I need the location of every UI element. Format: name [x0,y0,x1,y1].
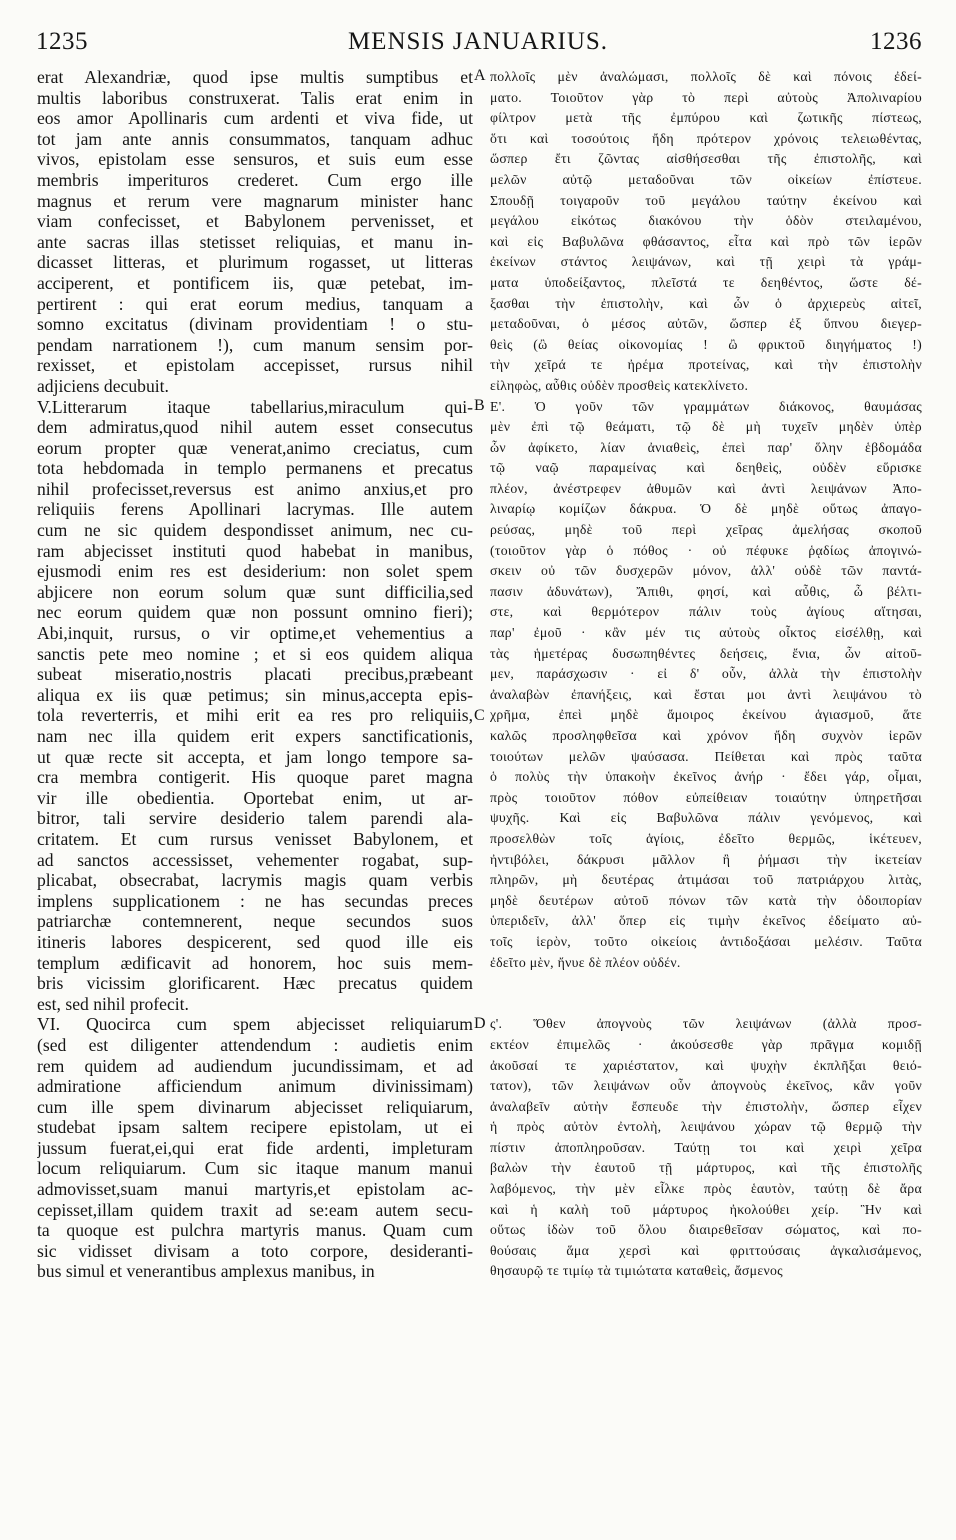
latin-text-line: adjiciens decubuit. [37,375,169,396]
greek-text-line: ἀναλαβὼν ἐπανήξεις, καὶ ἔσται μοι ἀντὶ λειψάνου τὸ [490,686,922,702]
greek-text-line: χρῆμα, ἐπεὶ μηδὲ ἄμοιρος ἐκείνου ἁγιασμοῦ, ἅτε [490,707,922,723]
greek-text-line: καὶ εἰς Βαβυλῶνα φθάσαντος, εἶτα καὶ πρὸ τῶν ἱερῶν [490,233,922,249]
latin-text-line: ad sanctos accessisset, vehementer rogabat, sup- [37,849,473,870]
greek-text-line: ματα ὑποδείξαντος, πλεῖστά τε δεηθέντος, ὥστε δέ- [490,274,922,290]
latin-text-line: admiratione afficiendum animum divinissimam) [37,1076,473,1097]
latin-text-line: aliqua ex iis quæ petimus; sin minus,accepta epis- [37,684,473,705]
latin-text-line: implens supplicationem : ne has secundas preces [37,890,473,911]
latin-text-line: ejusmodi enim res est desiderium: non solet spem [37,561,473,582]
latin-text-line: ut quæ recte sit accepta, et jam longo tempore sa- [37,746,473,767]
latin-text-line: cum ille spem divinarum abjecisset reliquiarum, [37,1096,473,1117]
latin-text-line: eorum propter quæ venerat,animo creciatus, cum [37,437,473,458]
section-marker-c: C [474,707,485,724]
greek-text-line: ἠντιβόλει, δάκρυσι μᾶλλον ἢ ῥήμασι τὴν ἱκετείαν [490,851,922,867]
greek-text-line: μηδὲ δευτέρων αὐτοῦ πόνων τῶν κατὰ τὴν ὁδοιπορίαν [490,892,922,908]
greek-column [490,67,922,1507]
greek-text-line [490,994,922,1015]
section-marker-a: A [474,67,486,84]
latin-text-line: bitror, tali servire desiderio talem parendi ala- [37,808,473,829]
greek-text-line: τὴν χεῖρά τε ἠρέμα προτείνας, καὶ τὴν ἐπιστολὴν [490,357,922,373]
latin-text-line: multis laboribus construxerat. Talis erat enim in [37,87,473,108]
latin-text-line: est, sed nihil profecit. [37,993,189,1014]
latin-text-line: cepisset,illam quidem traxit ad se:eam autem secu- [37,1199,473,1220]
latin-text-line: membris imperituros crederet. Cum ergo ille [37,169,473,190]
greek-text-line: λιναρίῳ κομίζων δάκρυα. Ὁ δὲ μηδὲ οὕτως ἀπαγο- [490,501,922,517]
latin-text-line: vir ille obedientia. Oportebat enim, ut ar- [37,787,473,808]
greek-text-line: Ε'. Ὁ γοῦν τῶν γραμμάτων διάκονος, θαυμάσας [490,398,922,414]
latin-text-line: vivos, epistolam esse sensuros, et suis eum esse [37,149,473,170]
latin-text-line: (sed est diligenter attendendum : audietis enim [37,1034,473,1055]
latin-text-line: tola reverterris, et mihi erit ea res pro reliquiis, [37,705,473,726]
greek-text-line: μεν, παράσχωσιν · εἰ δ' οὖν, ἀλλὰ τὴν ἐπιστολὴν [490,666,922,682]
greek-text-line: τατον), τῶν λειψάνων οὖν ἀπογνοὺς ἐκεῖνος, κἂν γοῦν [490,1078,922,1094]
latin-text-line: pertirent : qui erat eorum medius, tanquam a [37,293,473,314]
latin-text-line: admovisset,suam manui martyris,et epistolam ac- [37,1179,473,1200]
latin-text-line: Abi,inquit, rursus, o vir optime,et vehementius a [37,623,473,644]
latin-text-line: dem admiratus,quod nihil autem esset consecutus [37,417,473,438]
greek-text-line: ματο. Τοιοῦτον γὰρ τὸ περὶ αὐτοὺς Ἀπολιναρίου [490,89,922,105]
latin-text-line: subeat miseratio,nostris placati precibus,præbeant [37,664,473,685]
greek-text-line: καλῶς προσληφθεῖσα καὶ χρόνον ἤδη συχνὸν ἱερῶν [490,728,922,743]
latin-text-line: reliquiis ferens Apollinari lacrymas. Ille autem [37,499,473,520]
greek-text-line: ρεύσας, μηδὲ τοῦ περὶ χεῖρας ἀμελήσας σκοποῦ [490,522,922,538]
greek-text-line: ὑπεριδεῖν, ἀλλ' ὅπερ εἰς τιμὴν ἐκεῖνος ἐδείματο αὐ- [490,913,922,929]
greek-text-line: πλέον, ἀνέστρεφεν ἀθυμῶν καὶ ἀντὶ λειψάνων Ἀπο- [490,480,922,496]
section-marker-b: B [474,397,485,414]
latin-text-line: magnus et rerum vere magnarum minister hanc [37,190,473,211]
latin-text-line: ta quoque est pulchra martyris manus. Quam cum [37,1220,473,1241]
latin-text-line: rem quidem ad audiendum jucundissimam, et ad [37,1055,473,1076]
greek-text-line: πληρῶν, μὴ δευτέρας ἀτιμάσαι τοῦ πατριάρχου λιτὰς, [490,872,922,888]
greek-text-line: τῷ ναῷ παραμείνας καὶ δεηθεὶς, οὐδὲν εὕρισκε [490,460,922,476]
greek-text-line: πρὸς τοιοῦτον πόθον εὐπείθειαν τοιαύτην ὑπηρετῆσαι [490,789,922,805]
latin-text-line: dicasset litteras, et plurimum rogasset, ut litteras [37,252,473,273]
latin-text-line: nihil profecisset,reversus est animo anxius,et pro [37,478,473,499]
greek-text-line: παρ' ἐμοῦ · κἂν μέν τις αὐτοὺς οἶκτος εἰσέλθῃ, καὶ [490,625,922,641]
greek-text-line: εἰληφὼς, αὖθις οὐδὲν προσθεὶς κατεκλίνετο. [490,377,749,393]
latin-text-line: tota hebdomada in templo permanens et precatus [37,458,473,479]
greek-text-line: μελῶν αὐτῷ μεταδοῦναι τῶν οἰκείων ἐπίστευε. [490,171,922,187]
greek-text-line: ὧν ἀφίκετο, λίαν ἀνιαθεὶς, ἐπεὶ παρ' ὅλην ἑβδομάδα [490,439,922,455]
latin-text-line: acciperent, et pontificem iis, quæ petebat, im- [37,272,473,293]
greek-text-line: τοῖς ἱερὸν, τοῦτο οἰκείοις ἀντιδοξάσαι μελέσιν. Ταῦτα [490,933,922,949]
latin-text-line: plicabat, obsecrabat, lacrymis magis quam verbis [37,870,473,891]
greek-text-line: εκτέον ἐπιμελῶς · ἀκούσεσθε γὰρ πρᾶγμα κομιδῇ [490,1036,922,1052]
latin-text-line: templum ædificavit ad honorem, hoc suis mem- [37,952,473,973]
latin-text-line: pendam narrationem !), cum manum sensim por- [37,334,473,355]
greek-text-line: βαλὼν τὴν ἑαυτοῦ τῇ μάρτυρος, καὶ τῆς ἐπιστολῆς [490,1160,922,1176]
greek-text-line: σκειν οὐ τῶν δυσχερῶν μόνον, ἀλλ' οὐδὲ τῶν παντά- [490,563,922,579]
greek-text-line: πολλοῖς μὲν ἀναλώμασι, πολλοῖς δὲ καὶ πόνοις ἐδεί- [490,69,922,84]
latin-text-line: sic vidisset divisam a toto corpore, desideranti- [37,1240,473,1261]
greek-text-line: τὰς ἡμετέρας δυσωπηθέντες δεήσεις, ἔνια, ὧν αἰτοῦ- [490,645,922,661]
right-page-number: 1236 [870,28,922,55]
greek-text-line: θησαυρῷ τε τιμίῳ τὰ τιμιώτατα καταθεὶς, ἄσμενος [490,1263,783,1279]
section-marker-d: D [474,1015,486,1032]
greek-text-line: τοιούτων μελῶν ψαύσασα. Πείθεται καὶ πρὸς ταῦτα [490,748,922,764]
greek-text-line: ὥσπερ ἔτι ζῶντας αἰσθήσεσθαι τῆς ἐπιστολῆς, καὶ [490,151,922,167]
greek-text-line: ὁ πολὺς τὴν ὑπακοὴν ἐκεῖνος ἀνήρ · ἔδει γάρ, οἶμαι, [490,769,922,785]
latin-text-line: abjicere non eorum solum quæ sunt difficilia,sed [37,581,473,602]
greek-text-line: ἀκοῦσαί τε χαριέστατον, καὶ ψυχὴν ἐκπλῆξαι θειό- [490,1057,922,1073]
latin-text-line: rexisset, et epistolam accepisset, rursus nihil [37,355,473,376]
greek-text-line: ψυχῆς. Καὶ εἰς Βαβυλῶνα πάλιν γενόμενος, καὶ [490,810,922,826]
latin-text-line: tot jam ante annis consummatos, tanquam adhuc [37,128,473,149]
greek-text-line: οὕτως ἰδὼν τοῦ ὅλου διαιρεθεῖσαν σώματος, καὶ πο- [490,1222,922,1238]
greek-text-line: καὶ ἡ καλὴ τοῦ μάρτυρος ἠκολούθει χείρ. Ἣν καὶ [490,1201,922,1217]
latin-text-line: ram abjecisset instituti quod habebat in manibus, [37,540,473,561]
greek-text-line: Σπουδῇ τοιγαροῦν τοῦ μεγάλου ταύτην ἐκείνου καὶ [490,192,922,208]
latin-text-line: patriarchæ contemnerent, neque secundos suos [37,911,473,932]
latin-text-line: nec eorum quidem quæ non possunt omnino fieri); [37,602,473,623]
running-title: MENSIS JANUARIUS. [347,28,609,55]
latin-text-line: studebat ipsam saltem recipere epistolam, ut ei [37,1117,473,1138]
greek-text-line: μὲν ἐπὶ τῷ θεάματι, τῷ δὲ μὴ τυχεῖν μηδὲν ὑπὲρ [490,419,922,435]
latin-text-line: ante sacras illas stetisset reliquias, et manu in- [37,231,473,252]
greek-text-line: μεγάλου εἰκότως διακόνου τὴν ὁδὸν στειλαμένου, [490,213,922,229]
greek-text-line: προσελθὼν τοῖς ἁγίοις, ἐδεῖτο θερμῶς, ἱκέτευεν, [490,830,922,846]
latin-text-line: critatem. Et cum rursus venisset Babylonem, et [37,828,473,849]
latin-text-line: viam confecisset, et Babylonem pervenisset, et [37,211,473,232]
left-page-number: 1235 [36,28,88,55]
greek-text-line: στε, καὶ θερμότερον πάλιν τοὺς ἁγίους αἴτησαι, [490,604,922,620]
latin-text-line: sanctis pete meo nomine ; et si eos quidem aliqua [37,643,473,664]
greek-text-line: μεταδοῦναι, ὁ μέσος αὐτῶν, ὥσπερ ἐξ ὕπνου διεγερ- [490,316,922,332]
greek-text-line: ἐδεῖτο μὲν, ἤνυε δὲ πλέον οὐδέν. [490,954,681,970]
latin-text-line: bus simul et venerantibus amplexus manibus, in [37,1261,375,1282]
greek-text-line: ἐκείνων στάντος λειψάνων, καὶ τῇ χειρὶ τὰ γράμ- [490,254,922,270]
greek-text-line: ἡ πρὸς αὐτὸν ἐντολὴ, λειψάνου χώραν τῷ θερμῷ τὴν [490,1119,922,1135]
latin-text-line: jussum fuerat,ei,qui erat fide ardenti, impleturam [37,1137,473,1158]
latin-text-line: VI. Quocirca cum spem abjecisset reliquiarum [37,1014,473,1035]
latin-text-line: V.Litterarum itaque tabellarius,miraculum qui- [37,396,473,417]
greek-text-line: ς'. Ὅθεν ἀπογνοὺς τῶν λειψάνων (ἀλλὰ προσ- [490,1016,922,1032]
greek-text-line: ξασθαι τὴν ἐπιστολὴν, καὶ ὧν ὁ ἀρχιερεὺς αἰτεῖ, [490,295,922,311]
latin-text-line: bris vicissim glorificarent. Hæc precatus quidem [37,973,473,994]
greek-text-line: ὅτι καὶ τοσούτοις ἤδη πρότερον χρόνοις τελειωθέντας, [490,130,922,146]
latin-text-line: eos amor Apollinaris cum ardenti et viva fide, ut [37,108,473,129]
latin-text-line: cra membra contigerit. His quoque paret magna [37,767,473,788]
greek-text-line [490,973,922,994]
greek-text-line: θεὶς (ὢ θείας οἰκονομίας ! ὢ φρικτοῦ διηγήματος !) [490,336,922,352]
latin-text-line: itineris labores despicerent, sed quod ille eis [37,931,473,952]
greek-text-line: πασιν ἀδυνάτων), Ἄπιθι, φησί, καὶ αὖθις, ὦ βέλτι- [490,583,922,599]
greek-text-line: πίστιν ἀποπληροῦσαν. Ταύτῃ τοι καὶ χειρὶ χεῖρα [490,1139,922,1155]
latin-text-line: somno excitatus (divinam providentiam ! o stu- [37,314,473,335]
latin-text-line: locum reliquiarum. Cum sic itaque manum manui [37,1158,473,1179]
latin-text-line: erat Alexandriæ, quod ipse multis sumptibus et [37,67,473,87]
latin-column [37,67,473,1507]
page-header [0,28,956,58]
greek-text-line: ἀναλαβεῖν αὐτὴν ἔσπευδε τὴν ἐπιστολὴν, ὥσπερ εἶχεν [490,1098,922,1114]
greek-text-line: λαβόμενος, τὴν μὲν εἷλκε πρὸς ἑαυτὸν, ταύτῃ δὲ ἄρα [490,1181,922,1197]
greek-text-line: (τοιοῦτον γὰρ ὁ πόθος · οὐ πέφυκε ῥᾳδίως ἀπογινώ- [490,542,922,558]
greek-text-line: φίλτρον μετὰ τῆς ἐμπύρου καὶ ζωτικῆς πίστεως, [490,110,922,126]
latin-text-line: cum ne sic quidem despondisset animum, nec cu- [37,520,473,541]
latin-text-line: nam nec illa quidem erit expers sanctificationis, [37,726,473,746]
greek-text-line: θούσαις ἅμα χερσὶ καὶ φριττούσαις ἀγκαλισάμενος, [490,1242,922,1258]
